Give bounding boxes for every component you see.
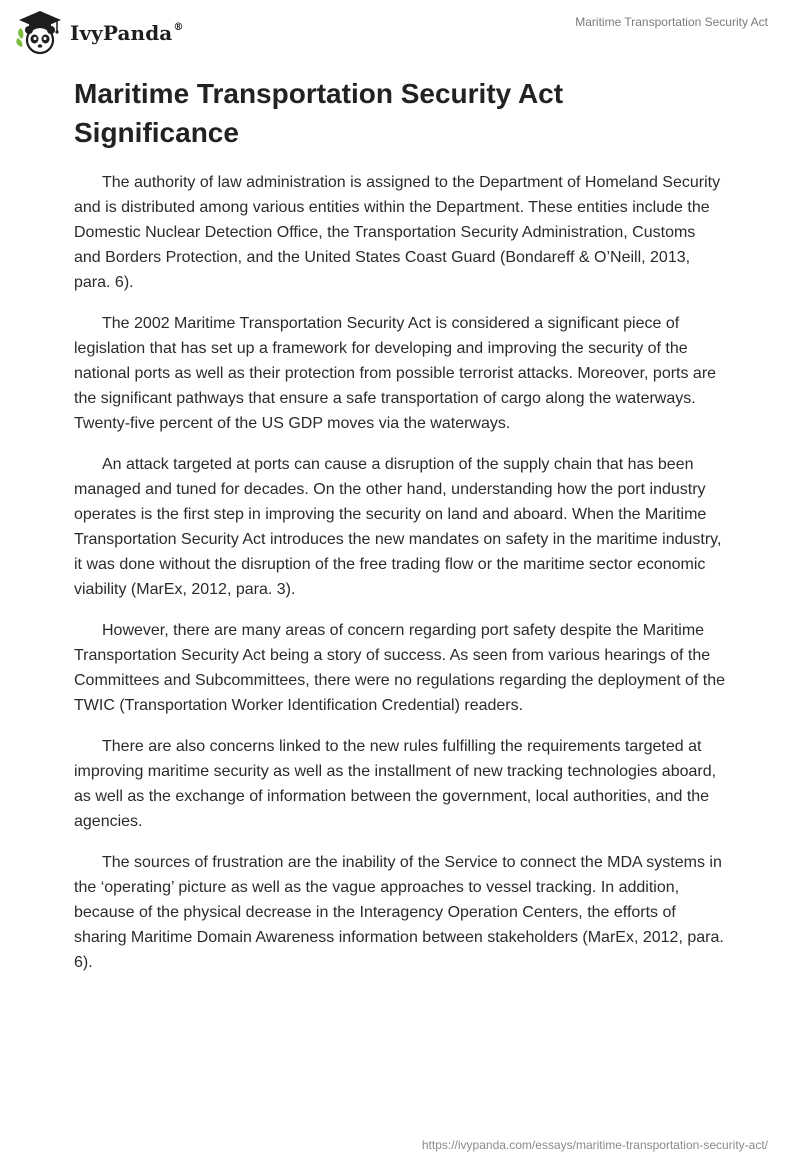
page-header <box>0 0 800 64</box>
paragraph: There are also concerns linked to the new rules fulfilling the requirements targeted at improving maritime security as well as the installment of new tracking technologies aboard, as well as the exchange of information between the government, local authorities, and the agencies. <box>74 738 717 830</box>
brand-name: IvyPanda® <box>70 21 184 45</box>
page-title: Maritime Transportation Security Act Significance <box>74 78 564 148</box>
paragraph: The sources of frustration are the inability of the Service to connect the MDA systems in the ‘operating’ picture as well as the vague approaches to vessel tracking. In addition, because of the physical decrease in the Interagency Operation Centers, the efforts of sharing Maritime Domain Awareness information between stakeholders (MarEx, 2012, para. 6). <box>74 854 724 971</box>
source-url[interactable]: https://ivypanda.com/essays/maritime-transportation-security-act/ <box>421 1138 768 1152</box>
paragraph: However, there are many areas of concern regarding port safety despite the Maritime Transportation Security Act being a story of success. As seen from various hearings of the Committees and Subcommittees, there were no regulations regarding the deployment of the TWIC (Transportation Worker Identification Credential) readers. <box>74 622 726 714</box>
ivypanda-logo[interactable] <box>16 8 183 56</box>
running-title: Maritime Transportation Security Act <box>575 15 768 29</box>
registered-mark: ® <box>173 22 184 34</box>
panda-graduate-icon <box>16 9 64 55</box>
paragraph: An attack targeted at ports can cause a disruption of the supply chain that has been managed and tuned for decades. On the other hand, understanding how the port industry operates is the first step in improving the security on land and aboard. When the Maritime Transportation Security Act introduces the new mandates on safety in the maritime industry, it was done without the disruption of the free trading flow or the maritime sector economic viability (MarEx, 2012, para. 3). <box>74 456 722 598</box>
article-body <box>74 74 726 991</box>
paragraph: The 2002 Maritime Transportation Security Act is considered a significant piece of legislation that has set up a framework for developing and improving the security of the national ports as well as their protection from possible terrorist attacks. Moreover, ports are the significant pathways that ensure a safe transportation of cargo along the waterways. Twenty-five percent of the US GDP moves via the waterways. <box>74 315 717 432</box>
paragraph: The authority of law administration is assigned to the Department of Homeland Security and is distributed among various entities within the Department. These entities include the Domestic Nuclear Detection Office, the Transportation Security Administration, Customs and Borders Protection, and the United States Coast Guard (Bondareff & O’Neill, 2013, para. 6). <box>74 174 721 291</box>
